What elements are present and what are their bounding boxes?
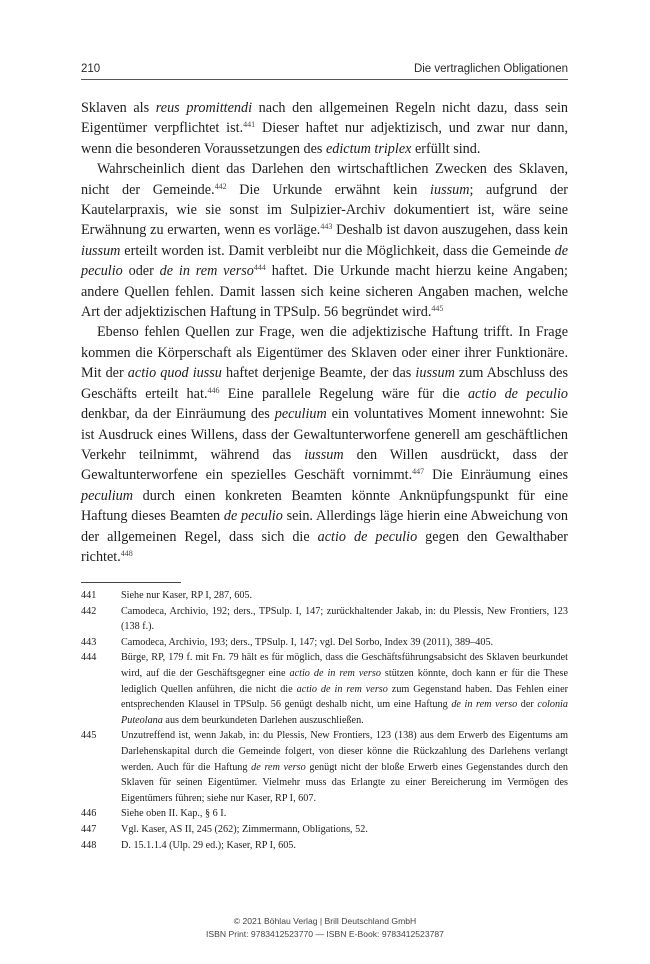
- footnote-text: genügt nicht der bloße Erwerb eines Gegenstandes durch den Sklaven für seinen Eigentümer. Vielmehr muss das Erlangte zu einer Bereicherung im Vermögen des Eigentümers führen; siehe nur Kaser, RP I, 607.: [121, 761, 568, 804]
- italic-term: iussum: [81, 242, 121, 259]
- italic-term: actio de peculio: [317, 528, 418, 545]
- footnote-text: Siehe oben II. Kap., § 6 I.: [121, 808, 227, 820]
- text-run: Wahrscheinlich dient das Darlehen den wirtschaftlichen Zwecken des Sklaven, nicht der Gemeinde.: [81, 161, 568, 198]
- footnote-442: [81, 604, 568, 635]
- header-rule: [81, 79, 568, 80]
- footnote-447: [81, 822, 568, 838]
- footnote-number: 446: [81, 808, 97, 820]
- text-run: zum Abschluss des Geschäfts erteilt hat.: [81, 365, 568, 402]
- footnote-text: Unzutreffend ist, wenn Jakab, in: du Plessis, New Frontiers, 123 (138) aus dem Erwerb des Eigentums am Darlehenskapital durch die Gemeinde folgert, von dieser könne die Rückzahlung des Darlehens verlangt werden. Auch für die Haftung: [121, 730, 568, 773]
- text-run: sein. Allerdings läge hierin eine Abweichung von der allgemeinen Regel, dass sich die: [81, 508, 569, 545]
- text-run: erteilt worden ist. Damit verbleibt nur die Möglichkeit, dass die Gemeinde: [120, 242, 555, 259]
- footnote-ref[interactable]: 446: [207, 385, 220, 395]
- text-run: Deshalb ist davon auszugehen, dass kein: [332, 222, 568, 239]
- footnote-number: 448: [81, 839, 97, 851]
- text-run: Die Einräumung eines: [424, 467, 568, 484]
- text-run: den Willen ausdrückt, dass der Gewaltunterworfene ein spezielles Geschäft vornimmt.: [81, 446, 568, 484]
- text-run: Dieser haftet nur adjektizisch, und zwar nur dann, wenn die besonderen Voraussetzungen des: [81, 120, 568, 157]
- footnote-text: Camodeca, Archivio, 193; ders., TPSulp. I, 147; vgl. Del Sorbo, Index 39 (2011), 389–405.: [121, 636, 494, 648]
- footnote-number: 444: [81, 652, 97, 664]
- text-run: nach den allgemeinen Regeln nicht dazu, dass sein Eigentümer verpflichtet ist.: [81, 100, 569, 137]
- text-run: Die Urkunde erwähnt kein: [226, 181, 431, 198]
- text-run: Ebenso fehlen Quellen zur Frage, wen die adjektizische Haftung trifft. In Frage kommen die Körperschaft als Eigentümer des Sklaven oder einer ihrer Funktionäre. Mit der: [81, 324, 568, 382]
- italic-term: actio de peculio: [467, 385, 568, 402]
- italic-term: de in rem verso: [159, 263, 254, 280]
- paragraph-2: [81, 159, 568, 322]
- italic-term: de rem verso: [251, 761, 306, 773]
- text-run: erfüllt sind.: [411, 140, 481, 157]
- footnote-text: zum Gegenstand haben. Das Fehlen einer entsprechenden Klausel in TPSulp. 56 genügt deshalb nicht, um eine Haftung: [121, 683, 568, 711]
- imprint-isbn: ISBN Print: 9783412523770 — ISBN E-Book: 9783412523787: [206, 929, 444, 939]
- text-run: haftet derjenige Beamte, der das: [221, 365, 416, 382]
- text-run: Eine parallele Regelung wäre für die: [219, 385, 468, 402]
- italic-term: iussum: [415, 365, 455, 382]
- footnote-text: der: [517, 699, 538, 711]
- italic-term: actio de in rem verso: [296, 683, 388, 695]
- chapter-title: Die vertraglichen Obligationen: [413, 63, 568, 75]
- footnote-444: [81, 650, 568, 728]
- italic-term: actio de in rem verso: [289, 667, 381, 679]
- footnote-text: Vgl. Kaser, AS II, 245 (262); Zimmermann, Obligations, 52.: [121, 823, 368, 835]
- text-run: durch einen konkreten Beamten könnte Anknüpfungspunkt für eine Haftung dieses Beamten: [81, 487, 568, 525]
- footnotes: [81, 588, 568, 853]
- text-run: ein voluntatives Moment innewohnt: Sie ist Ausdruck eines Willens, dass der Gewaltunterworfene generell am geschäftlichen Verkehr teilnimmt, während das: [81, 406, 568, 463]
- footnote-text: Siehe nur Kaser, RP I, 287, 605.: [121, 590, 253, 601]
- footnote-number: 447: [81, 823, 97, 835]
- italic-term: edictum triplex: [325, 140, 412, 157]
- paragraph-1: [81, 98, 568, 159]
- footnote-ref[interactable]: 441: [243, 120, 256, 130]
- italic-term: de peculio: [81, 242, 568, 280]
- footnote-446: [81, 806, 568, 822]
- italic-term: de in rem verso: [451, 699, 518, 711]
- footnote-441: [81, 588, 568, 604]
- footnote-text: Bürge, RP, 179 f. mit Fn. 79 hält es für möglich, dass die Geschäftsführungsabsicht des Sklaven beurkundet wird, auf die der Geschäftsgegner eine: [121, 652, 568, 679]
- footnote-ref[interactable]: 444: [253, 263, 266, 273]
- footnote-ref[interactable]: 445: [431, 304, 444, 314]
- italic-term: actio quod iussu: [127, 365, 222, 382]
- italic-term: iussum: [430, 181, 470, 198]
- page-number: 210: [81, 63, 101, 75]
- footnote-text: Camodeca, Archivio, 192; ders., TPSulp. I, 147; zurückhaltender Jakab, in: du Plessis, New Frontiers, 123 (138 f.).: [121, 605, 568, 633]
- text-run: gegen den Gewalthaber richtet.: [81, 528, 568, 565]
- footnote-ref[interactable]: 442: [214, 181, 227, 191]
- footnote-text: D. 15.1.1.4 (Ulp. 29 ed.); Kaser, RP I, 605.: [121, 839, 296, 851]
- italic-term: iussum: [304, 446, 344, 463]
- paragraph-3: [81, 322, 568, 567]
- imprint-publisher: © 2021 Böhlau Verlag | Brill Deutschland GmbH: [233, 916, 417, 926]
- footnote-445: [81, 728, 568, 806]
- italic-term: reus promittendi: [155, 100, 253, 116]
- footnote-ref[interactable]: 447: [412, 467, 425, 477]
- italic-term: peculium: [274, 406, 327, 423]
- footnote-ref[interactable]: 448: [120, 548, 133, 558]
- text-run: ; aufgrund der Kautelarpraxis, wie sie sonst im Sulpizier-Archiv dokumentiert ist, wäre seine Erwähnung zu erwarten, wenn es vorläge.: [81, 181, 568, 239]
- text-run: haftet. Die Urkunde macht hierzu keine Angaben; andere Quellen fehlen. Damit lassen sich keine sicheren Angaben machen, welche Art der adjektizischen Haftung in TPSulp. 56 begründet wird.: [81, 263, 568, 321]
- footnote-number: 445: [81, 730, 97, 742]
- footnote-number: 442: [81, 605, 97, 617]
- main-text: [81, 98, 568, 567]
- footnote-separator: [81, 582, 181, 583]
- italic-term: colonia Puteolana: [121, 699, 568, 726]
- footnote-ref[interactable]: 443: [320, 222, 333, 232]
- footnote-text: stützen könnte, doch kann er für die These lediglich Quellen anführen, die nicht die: [121, 667, 568, 695]
- italic-term: peculium: [81, 487, 134, 504]
- text-run: denkbar, da der Einräumung des: [81, 406, 275, 423]
- footnote-448: [81, 838, 568, 854]
- footnote-443: [81, 635, 568, 651]
- footnote-text: aus dem beurkundeten Darlehen auszuschließen.: [162, 714, 364, 726]
- text-run: Sklaven als: [81, 100, 156, 116]
- text-run: oder: [122, 263, 160, 280]
- footnote-number: 443: [81, 636, 97, 648]
- footnote-number: 441: [81, 590, 97, 601]
- italic-term: de peculio: [223, 508, 283, 525]
